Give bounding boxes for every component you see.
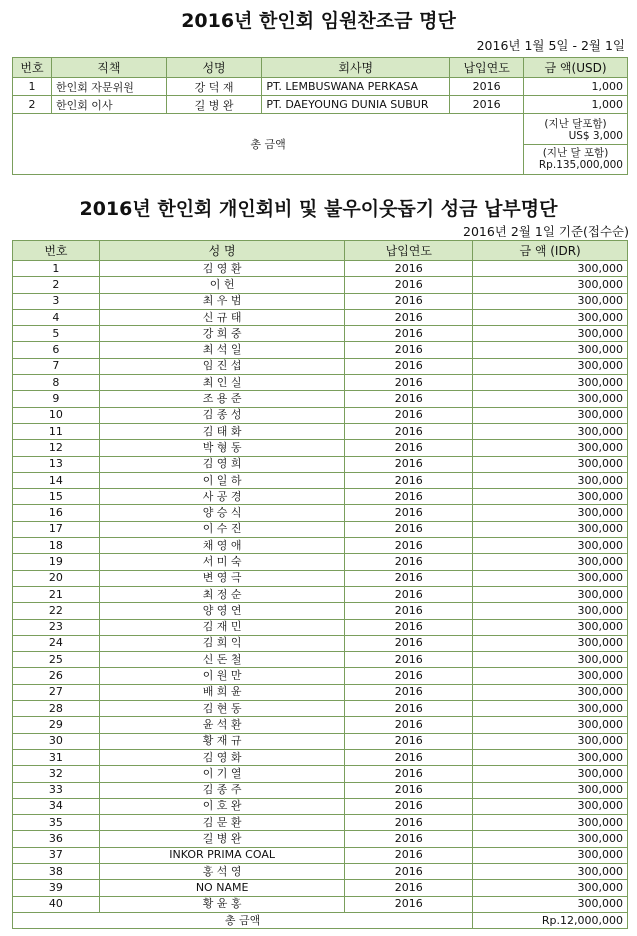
table-row — [13, 782, 628, 798]
cell-amount: 300,000 — [473, 554, 628, 570]
cell-amount: 300,000 — [473, 766, 628, 782]
officer-total-note-1: (지난 달포함) — [544, 117, 607, 130]
cell-name: 변 영 극 — [99, 570, 345, 586]
member-fee-title: 2016년 한인회 개인회비 및 불우이웃돕기 성금 납부명단 — [79, 198, 558, 220]
table-row — [13, 766, 628, 782]
officer-total-usd: US$ 3,000 — [568, 129, 623, 142]
cell-amount: 300,000 — [473, 847, 628, 863]
officer-total-label: 총 금액 — [13, 114, 524, 175]
officer-donation-header-row — [13, 58, 628, 78]
table-row — [13, 521, 628, 537]
cell-year: 2016 — [345, 798, 473, 814]
cell-year: 2016 — [345, 375, 473, 391]
cell-name: 최 인 실 — [99, 375, 345, 391]
member-total-label: 총 금액 — [13, 912, 473, 928]
cell-no: 5 — [13, 326, 100, 342]
header-no: 번호 — [13, 58, 52, 78]
table-row — [13, 293, 628, 309]
cell-no: 10 — [13, 407, 100, 423]
table-row — [13, 407, 628, 423]
cell-no: 24 — [13, 635, 100, 651]
cell-year: 2016 — [345, 782, 473, 798]
table-row — [13, 456, 628, 472]
cell-no: 40 — [13, 896, 100, 912]
cell-name: 최 우 범 — [99, 293, 345, 309]
cell-year: 2016 — [345, 619, 473, 635]
cell-no: 31 — [13, 749, 100, 765]
cell-no: 33 — [13, 782, 100, 798]
table-row — [13, 815, 628, 831]
cell-name: 강 덕 재 — [166, 78, 262, 96]
header-year: 납입연도 — [345, 241, 473, 261]
cell-year: 2016 — [345, 831, 473, 847]
table-row — [13, 391, 628, 407]
cell-name: 사 공 경 — [99, 489, 345, 505]
cell-amount: 300,000 — [473, 342, 628, 358]
table-row — [13, 701, 628, 717]
cell-year: 2016 — [345, 701, 473, 717]
cell-no: 25 — [13, 652, 100, 668]
table-row — [13, 831, 628, 847]
table-row — [13, 880, 628, 896]
cell-name: 윤 석 환 — [99, 717, 345, 733]
cell-year: 2016 — [345, 570, 473, 586]
cell-year: 2016 — [345, 293, 473, 309]
cell-amount: 300,000 — [473, 375, 628, 391]
cell-year: 2016 — [345, 684, 473, 700]
cell-no: 1 — [13, 78, 52, 96]
cell-amount: 300,000 — [473, 489, 628, 505]
cell-amount: 300,000 — [473, 570, 628, 586]
cell-name: 김 종 성 — [99, 407, 345, 423]
cell-amount: 300,000 — [473, 717, 628, 733]
cell-name: 이 수 진 — [99, 521, 345, 537]
cell-amount: 300,000 — [473, 293, 628, 309]
table-row — [13, 619, 628, 635]
cell-year: 2016 — [345, 277, 473, 293]
cell-no: 39 — [13, 880, 100, 896]
cell-name: 황 재 규 — [99, 733, 345, 749]
officer-total-amounts — [524, 114, 628, 175]
cell-no: 37 — [13, 847, 100, 863]
officer-donation-table — [12, 57, 628, 175]
header-amount: 금 액 (IDR) — [473, 241, 628, 261]
cell-name: 길 병 완 — [99, 831, 345, 847]
cell-year: 2016 — [345, 652, 473, 668]
cell-name: 이 원 만 — [99, 668, 345, 684]
cell-year: 2016 — [345, 472, 473, 488]
cell-no: 13 — [13, 456, 100, 472]
header-name: 성 명 — [99, 241, 345, 261]
cell-name: 김 종 주 — [99, 782, 345, 798]
table-row — [13, 261, 628, 277]
header-company: 회사명 — [262, 58, 450, 78]
cell-name: 김 재 민 — [99, 619, 345, 635]
cell-name: 홍 석 영 — [99, 863, 345, 879]
cell-amount: 300,000 — [473, 782, 628, 798]
cell-name: 서 미 숙 — [99, 554, 345, 570]
member-fee-total-row — [13, 912, 628, 928]
cell-no: 14 — [13, 472, 100, 488]
cell-name: 임 진 섭 — [99, 358, 345, 374]
cell-name: 김 문 환 — [99, 815, 345, 831]
cell-amount: 300,000 — [473, 391, 628, 407]
cell-no: 20 — [13, 570, 100, 586]
cell-name: 김 태 화 — [99, 423, 345, 439]
officer-donation-total-row — [13, 114, 628, 175]
cell-amount: 300,000 — [473, 896, 628, 912]
cell-year: 2016 — [345, 326, 473, 342]
header-no: 번호 — [13, 241, 100, 261]
cell-no: 35 — [13, 815, 100, 831]
table-row — [13, 863, 628, 879]
cell-name: 강 희 중 — [99, 326, 345, 342]
cell-name: 양 승 식 — [99, 505, 345, 521]
cell-year: 2016 — [345, 423, 473, 439]
cell-no: 29 — [13, 717, 100, 733]
cell-year: 2016 — [345, 505, 473, 521]
cell-amount: 300,000 — [473, 635, 628, 651]
cell-no: 22 — [13, 603, 100, 619]
cell-name: 길 병 완 — [166, 96, 262, 114]
cell-year: 2016 — [345, 766, 473, 782]
cell-amount: 300,000 — [473, 603, 628, 619]
cell-year: 2016 — [345, 896, 473, 912]
cell-year: 2016 — [345, 635, 473, 651]
cell-no: 23 — [13, 619, 100, 635]
cell-amount: 300,000 — [473, 586, 628, 602]
cell-year: 2016 — [345, 863, 473, 879]
cell-name: 김 영 희 — [99, 456, 345, 472]
cell-name: 김 현 동 — [99, 701, 345, 717]
cell-company: PT. DAEYOUNG DUNIA SUBUR — [262, 96, 450, 114]
member-fee-date-basis: 2016년 2월 1일 기준(접수순) — [463, 224, 629, 239]
table-row — [13, 78, 628, 96]
cell-year: 2016 — [345, 717, 473, 733]
cell-no: 19 — [13, 554, 100, 570]
cell-year: 2016 — [345, 521, 473, 537]
table-row — [13, 309, 628, 325]
cell-no: 16 — [13, 505, 100, 521]
cell-amount: 300,000 — [473, 619, 628, 635]
officer-total-note-2: (지난 달 포함) — [542, 146, 609, 159]
cell-year: 2016 — [345, 733, 473, 749]
table-row — [13, 96, 628, 114]
cell-no: 18 — [13, 538, 100, 554]
table-row — [13, 342, 628, 358]
table-row — [13, 570, 628, 586]
table-row — [13, 603, 628, 619]
cell-name: 박 형 동 — [99, 440, 345, 456]
cell-year: 2016 — [345, 407, 473, 423]
cell-no: 7 — [13, 358, 100, 374]
cell-year: 2016 — [345, 391, 473, 407]
cell-amount: 300,000 — [473, 423, 628, 439]
header-name: 성명 — [166, 58, 262, 78]
table-row — [13, 423, 628, 439]
cell-amount: 300,000 — [473, 538, 628, 554]
cell-no: 15 — [13, 489, 100, 505]
header-position: 직책 — [51, 58, 166, 78]
table-row — [13, 375, 628, 391]
header-year: 납입연도 — [450, 58, 524, 78]
cell-name: NO NAME — [99, 880, 345, 896]
cell-position: 한인회 자문위원 — [51, 78, 166, 96]
table-row — [13, 896, 628, 912]
cell-amount: 300,000 — [473, 701, 628, 717]
cell-name: 이 헌 — [99, 277, 345, 293]
cell-position: 한인회 이사 — [51, 96, 166, 114]
table-row — [13, 358, 628, 374]
cell-name: 조 용 준 — [99, 391, 345, 407]
cell-year: 2016 — [345, 749, 473, 765]
cell-amount: 300,000 — [473, 863, 628, 879]
table-row — [13, 652, 628, 668]
cell-year: 2016 — [450, 96, 524, 114]
cell-year: 2016 — [345, 586, 473, 602]
cell-name: 최 정 순 — [99, 586, 345, 602]
cell-no: 6 — [13, 342, 100, 358]
cell-amount: 300,000 — [473, 880, 628, 896]
cell-amount: 300,000 — [473, 261, 628, 277]
cell-no: 34 — [13, 798, 100, 814]
cell-name: 김 영 화 — [99, 749, 345, 765]
cell-amount: 300,000 — [473, 407, 628, 423]
cell-no: 3 — [13, 293, 100, 309]
cell-no: 11 — [13, 423, 100, 439]
cell-amount: 300,000 — [473, 749, 628, 765]
cell-name: 최 석 일 — [99, 342, 345, 358]
cell-year: 2016 — [345, 538, 473, 554]
table-row — [13, 847, 628, 863]
table-row — [13, 635, 628, 651]
table-row — [13, 472, 628, 488]
cell-amount: 300,000 — [473, 505, 628, 521]
member-fee-header-row — [13, 241, 628, 261]
cell-name: 양 영 연 — [99, 603, 345, 619]
cell-amount: 300,000 — [473, 652, 628, 668]
cell-year: 2016 — [345, 261, 473, 277]
table-row — [13, 717, 628, 733]
cell-company: PT. LEMBUSWANA PERKASA — [262, 78, 450, 96]
officer-total-rp: Rp.135,000,000 — [538, 158, 623, 171]
cell-no: 30 — [13, 733, 100, 749]
cell-year: 2016 — [345, 847, 473, 863]
cell-name: 김 영 환 — [99, 261, 345, 277]
cell-amount: 300,000 — [473, 798, 628, 814]
table-row — [13, 326, 628, 342]
cell-year: 2016 — [345, 668, 473, 684]
cell-year: 2016 — [345, 554, 473, 570]
cell-amount: 300,000 — [473, 815, 628, 831]
cell-no: 4 — [13, 309, 100, 325]
cell-amount: 300,000 — [473, 456, 628, 472]
officer-donation-title: 2016년 한인회 임원찬조금 명단 — [181, 10, 456, 32]
cell-year: 2016 — [345, 880, 473, 896]
cell-no: 8 — [13, 375, 100, 391]
cell-year: 2016 — [345, 456, 473, 472]
table-row — [13, 684, 628, 700]
table-row — [13, 749, 628, 765]
cell-year: 2016 — [450, 78, 524, 96]
cell-year: 2016 — [345, 440, 473, 456]
cell-year: 2016 — [345, 342, 473, 358]
cell-no: 2 — [13, 277, 100, 293]
table-row — [13, 798, 628, 814]
cell-amount: 300,000 — [473, 733, 628, 749]
cell-year: 2016 — [345, 309, 473, 325]
cell-amount: 300,000 — [473, 684, 628, 700]
cell-no: 17 — [13, 521, 100, 537]
cell-no: 1 — [13, 261, 100, 277]
cell-name: 김 희 익 — [99, 635, 345, 651]
cell-amount: 1,000 — [524, 78, 628, 96]
cell-no: 12 — [13, 440, 100, 456]
officer-donation-date-range: 2016년 1월 5일 - 2월 1일 — [476, 38, 625, 53]
cell-year: 2016 — [345, 603, 473, 619]
cell-year: 2016 — [345, 815, 473, 831]
cell-name: 채 영 애 — [99, 538, 345, 554]
table-row — [13, 733, 628, 749]
cell-amount: 300,000 — [473, 326, 628, 342]
cell-year: 2016 — [345, 489, 473, 505]
table-row — [13, 586, 628, 602]
table-row — [13, 440, 628, 456]
cell-name: 신 돈 철 — [99, 652, 345, 668]
header-amount: 금 액(USD) — [524, 58, 628, 78]
cell-no: 26 — [13, 668, 100, 684]
table-row — [13, 554, 628, 570]
cell-name: 이 일 하 — [99, 472, 345, 488]
cell-name: 이 기 열 — [99, 766, 345, 782]
cell-amount: 300,000 — [473, 668, 628, 684]
cell-amount: 300,000 — [473, 831, 628, 847]
cell-amount: 300,000 — [473, 472, 628, 488]
cell-amount: 300,000 — [473, 440, 628, 456]
cell-no: 32 — [13, 766, 100, 782]
cell-amount: 300,000 — [473, 309, 628, 325]
table-row — [13, 277, 628, 293]
cell-name: 배 희 윤 — [99, 684, 345, 700]
cell-no: 21 — [13, 586, 100, 602]
table-row — [13, 505, 628, 521]
cell-no: 27 — [13, 684, 100, 700]
cell-amount: 300,000 — [473, 358, 628, 374]
member-total-amount: Rp.12,000,000 — [473, 912, 628, 928]
cell-name: 황 윤 홍 — [99, 896, 345, 912]
cell-no: 28 — [13, 701, 100, 717]
member-fee-table — [12, 240, 628, 929]
cell-no: 36 — [13, 831, 100, 847]
cell-name: INKOR PRIMA COAL — [99, 847, 345, 863]
cell-amount: 300,000 — [473, 521, 628, 537]
table-row — [13, 538, 628, 554]
cell-name: 이 호 완 — [99, 798, 345, 814]
cell-no: 2 — [13, 96, 52, 114]
cell-amount: 1,000 — [524, 96, 628, 114]
cell-no: 9 — [13, 391, 100, 407]
table-row — [13, 489, 628, 505]
cell-no: 38 — [13, 863, 100, 879]
cell-name: 신 규 태 — [99, 309, 345, 325]
table-row — [13, 668, 628, 684]
cell-amount: 300,000 — [473, 277, 628, 293]
cell-year: 2016 — [345, 358, 473, 374]
